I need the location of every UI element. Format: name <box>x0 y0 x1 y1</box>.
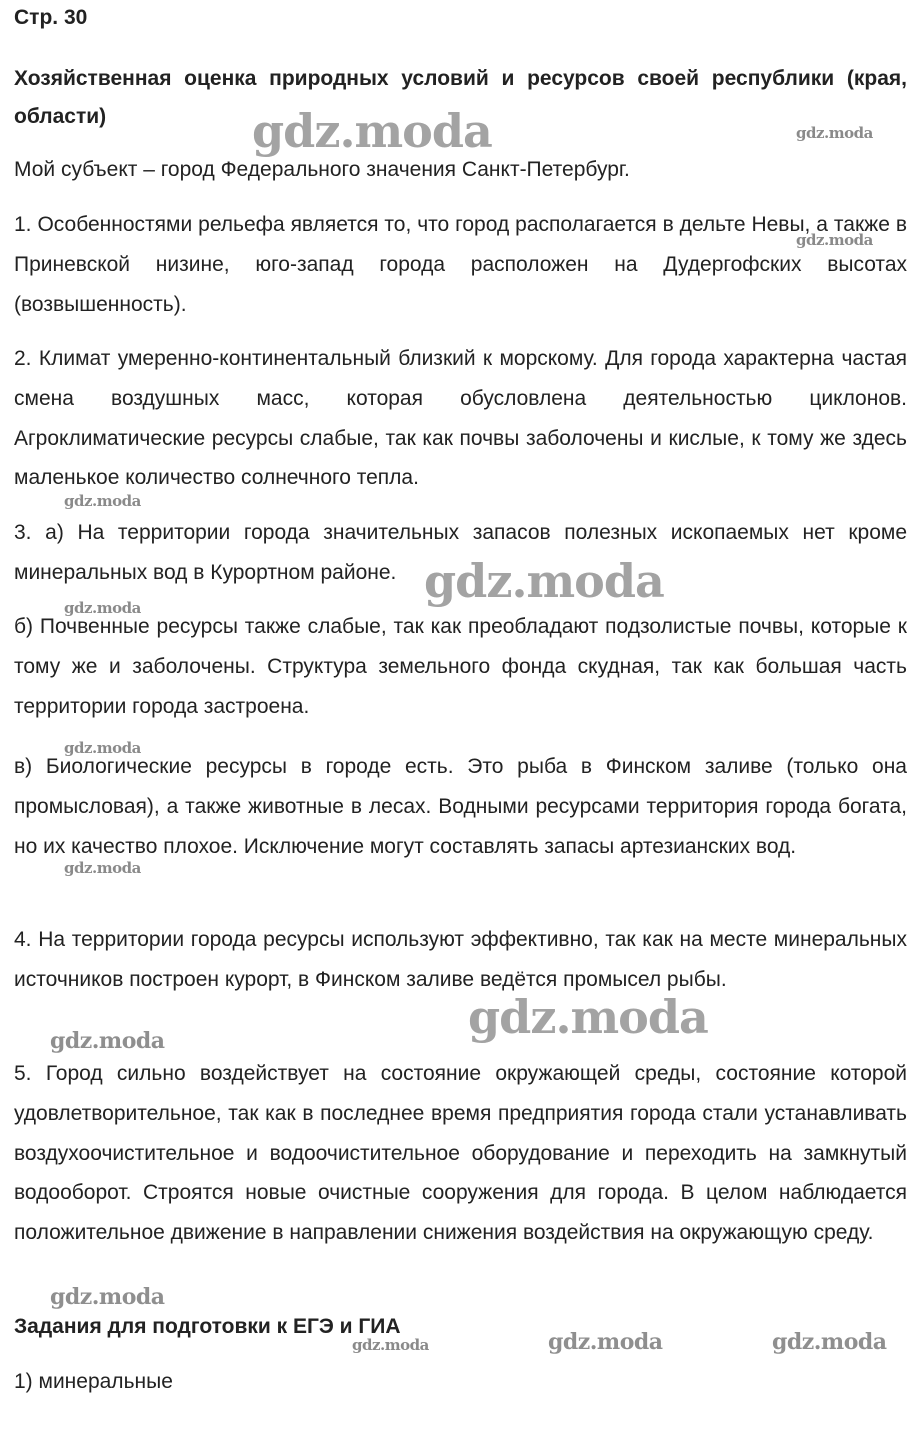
exam-heading: Задания для подготовки к ЕГЭ и ГИА <box>14 1315 401 1338</box>
watermark: gdz.moda <box>64 739 141 757</box>
watermark: gdz.moda <box>64 599 141 617</box>
watermark: gdz.moda <box>468 990 708 1044</box>
paragraph-2: 2. Климат умеренно-континентальный близкий к морскому. Для города характерна частая смена воздушных масс, которая обусловлена деятельностью циклонов. Агроклиматические ресурсы слабые, так как почвы заболочены и кислые, к тому же здесь маленькое количество солнечного тепла. <box>14 347 907 490</box>
watermark: gdz.moda <box>424 554 664 608</box>
paragraph-1: 1. Особенностями рельефа является то, что город располагается в дельте Невы, а также в Приневской низине, юго-запад города расположен на Дудергофских высотах (возвышенность). <box>14 213 907 316</box>
watermark: gdz.moda <box>252 104 492 158</box>
paragraph-5: 5. Город сильно воздействует на состояние окружающей среды, состояние которой удовлетворительное, так как в последнее время предприятия города стали устанавливать воздухоочистительное и водоочистительное оборудование и переходить на замкнутый водооборот. Строятся новые очистные сооружения для города. В целом наблюдается положительное движение в направлении снижения воздействия на окружающую среду. <box>14 1062 907 1245</box>
paragraph-3b: б) Почвенные ресурсы также слабые, так как преобладают подзолистые почвы, которые к тому же и заболочены. Структура земельного фонда скудная, так как большая часть территории города застроена. <box>14 615 907 718</box>
watermark: gdz.moda <box>796 124 873 142</box>
watermark: gdz.moda <box>352 1336 429 1354</box>
page-title: Хозяйственная оценка природных условий и ресурсов своей республики (края, области) <box>14 67 907 128</box>
paragraph-4: 4. На территории города ресурсы используют эффективно, так как на месте минеральных источников построен курорт, в Финском заливе ведётся промысел рыбы. <box>14 928 907 991</box>
page-label: Стр. 30 <box>14 6 88 29</box>
watermark: gdz.moda <box>64 492 141 510</box>
paragraph-3a: 3. а) На территории города значительных запасов полезных ископаемых нет кроме минеральных вод в Курортном районе. <box>14 521 907 584</box>
watermark: gdz.moda <box>796 231 873 249</box>
watermark: gdz.moda <box>50 1028 165 1054</box>
watermark: gdz.moda <box>548 1329 663 1355</box>
intro-paragraph: Мой субъект – город Федерального значения Санкт-Петербург. <box>14 158 630 181</box>
watermark: gdz.moda <box>64 859 141 877</box>
answer-1: 1) минеральные <box>14 1370 173 1393</box>
watermark: gdz.moda <box>772 1329 887 1355</box>
paragraph-3c: в) Биологические ресурсы в городе есть. Это рыба в Финском заливе (только она промысловая), а также животные в лесах. Водными ресурсами территория города богата, но их качество плохое. Исключение могут составлять запасы артезианских вод. <box>14 755 907 858</box>
watermark: gdz.moda <box>50 1284 165 1310</box>
